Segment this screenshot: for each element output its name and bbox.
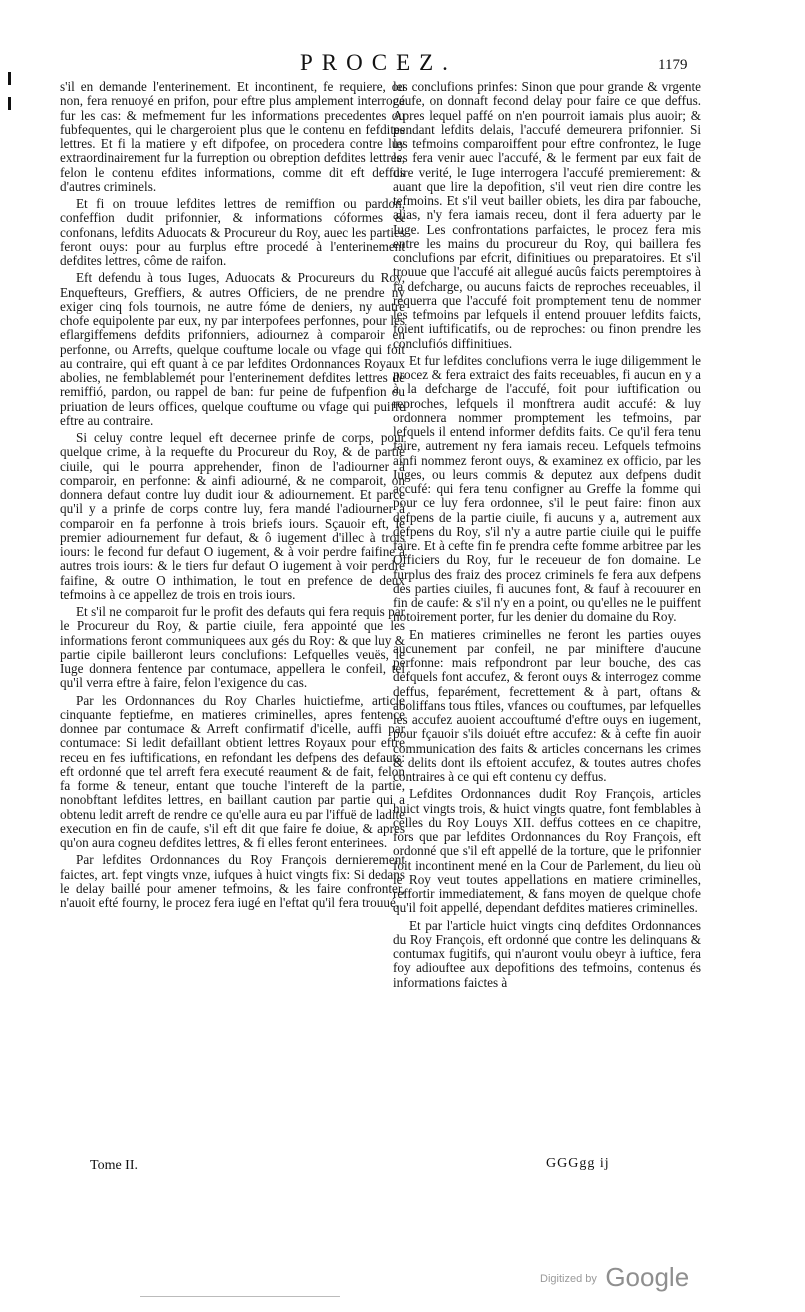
paragraph: les conclufions prinfes: Sinon que pour grande & vrgente caufe, on donnaft fecond delay pour faire ce que deffus. Apres lequel paffé on n'en pourroit iamais plus auoir; & pendant lefdits delais, l'accufé demeurera prifonnier. Si les tefmoins comparoiffent pour eftre confrontez, le Iuge les fera venir auec l'accufé, & le ferment par eux fait de dire verité, le Iuge interrogera l'accufé premierement: & auant que lire la depofition, s'il veut rien dire contre les tefmoins. Et s'il veut bailler obiets, les dira par fabouche, alias, n'y fera iamais receu, dont il fera aduerty par le Iuge. Les confrontations parfaictes, le procez fera mis entre les mains du procureur du Roy, qui baillera fes conclufions par efcrit, difinitiues ou preparatoires. Et s'il trouue que l'accufé ait allegué aucûs faicts peremptoires à fa defcharge, ou aucuns faicts de reproches receuables, il requerra que l'accufé foit promptement tenu de nommer les tefmoins par lefquels il entend prouuer lefdits faicts, foient iuftificatifs, ou de reproches: ou finon prendre les conclufiós diffinitiues. [393, 79, 701, 351]
paragraph: Et fur lefdites conclufions verra le iuge diligemment le procez & fera extraict des faits receuables, fi aucun en y a à la defcharge de l'accufé, foit pour iuftification ou reproches, lefquels il monftrera audit accufé: & luy ordonnera nommer promptement les tefmoins, par lefquels il entend informer defdits faits. Ce qu'il fera tenu faire, autrement ny fera iamais receu. Lefquels tefmoins ainfi nommez feront ouys, & examinez ex officio, par les Iuges, ou leurs commis & deputez aux defpens dudit accufé: qui fera tenu configner au Greffe la fomme qui pour ce luy fera ordonnee, s'il le peut faire: finon aux defpens de la partie ciuile, fi aucuns y a, autrement aux defpens du Roy, s'il n'y a autre partie ciuile qui le puiffe faire. Et à cefte fin fe prendra cefte fomme arbitree par les Officiers du Roy, fur le receueur de fon domaine. Le furplus des fraiz des procez criminels fe fera aux defpens des parties ciuiles, fi aucunes font, & fauf à recouurer en fin de caufe: & s'il n'y en a point, ou qu'elles ne le puiffent notoirement porter, fur les denier du domaine du Roy. [393, 352, 701, 625]
margin-mark [8, 97, 11, 110]
running-head-title: PROCEZ. [300, 50, 457, 75]
paragraph: En matieres criminelles ne feront les parties ouyes aucunement par confeil, ne par miniftere d'aucune perfonne: mais refpondront par leur bouche, des cas defquels font accufez, & feront ouys & interrogez comme deffus, feparément, fecrettement & à part, oftans & aboliffans tous ftiles, vfances ou couftumes, par lefquelles les accufez auoient accouftumé d'eftre ouys en iugement, pour fçauoir s'ils doiuét eftre accufez: & à cefte fin auoir communication des faits & articles concernans les crimes & delits dont ils eftoient accufez, & toutes autres chofes contraires à ce qui eft contenu cy deffus. [393, 626, 701, 784]
digitization-watermark [540, 1262, 689, 1293]
volume-label: Tome II. [90, 1158, 139, 1173]
paragraph: Et par l'article huict vingts cinq defdites Ordonnances du Roy François, eft ordonné que contre les delinquans & contumax fugitifs, qui n'auront voulu obeyr à iuftice, fera foy adiouftee aux depofitions des tefmoins, contenus és informations faictes à [393, 917, 701, 990]
paragraph: Par les Ordonnances du Roy Charles huictiefme, article cinquante feptiefme, en matieres criminelles, apres fentence donnee par contumace & Arreft confirmatif d'icelle, auffi par contumace: Si ledit defaillant obtient lettres Royaux pour eftre receu en fes iuftifications, en refondant les defpens des defauts: eft ordonné que tel arreft fera executé reaument & de fait, felon fa forme & teneur, entant que touche l'intereft de la partie, nonobftant lefdites lettres, en baillant caution par partie qui a obtenu ledit arreft de rendre ce qu'elle aura eu par l'iffuë de ladite execution en fin de caufe, s'il eft dit que faire fe doiue, & apres qu'on aura cogneu defdites lettres, & fi elles feront enterinees. [60, 692, 405, 850]
right-text-column [393, 80, 701, 993]
page-number: 1179 [658, 57, 688, 73]
watermark-brand: Google [605, 1262, 690, 1292]
paragraph: Et fi on trouue lefdites lettres de remiffion ou pardon, confeffion dudit prifonnier, & informations cóformes & confonans, lefdits Aduocats & Procureur du Roy, auec les parties feront ouys: pour au furplus eftre procedé à l'enterinement defdites lettres, côme de raifon. [60, 196, 405, 268]
footer-rule [140, 1296, 340, 1297]
paragraph: Eft defendu à tous Iuges, Aduocats & Procureurs du Roy, Enquefteurs, Greffiers, & autres Officiers, de ne prendre ny exiger cinq fols tournois, ne autre fóme de deniers, ny autre chofe equipolente par eux, ny par interpofees perfonnes, pour les eflargiffemens defdits prifonniers, adiournez à comparoir en perfonne, ou Arrefts, quelque couftume locale ou vfage qui foit au contraire, qui eft quant à ce par lefdites Ordonnances Royaux abolies, ne femblablemét pour l'enterinement defdites lettres de remiffió, pardon, ou rappel de ban: fur peine de fufpenfion ou priuation de leurs offices, quelque couftume ou vfage qui puiffe eftre au contraire. [60, 270, 405, 428]
margin-mark [8, 72, 11, 85]
paragraph: Et s'il ne comparoit fur le profit des defauts qui fera requis par le Procureur du Roy, & partie ciuile, fera appointé que les informations feront communiquees aux gés du Roy: & que luy & partie cipile bailleront leurs conclufions: Lefquelles veuës, le Iuge donnera fentence par contumace, appellera le confeil, tel qu'il verra eftre à faire, felon l'exigence du cas. [60, 604, 405, 691]
paragraph: Si celuy contre lequel eft decernee prinfe de corps, pour quelque crime, à la requefte du Procureur du Roy, & de partie ciuile, qui le pourra apprehender, finon de l'adiourner à comparoir, en perfonne: & ainfi adiourné, & ne comparoit, on donnera defaut contre luy dudit iour & adiournement. Et parce qu'il y a prinfe de corps contre luy, fera mandé l'adiourner à comparoir en fa perfonne à trois briefs iours. Sçauoir eft, le premier adiournement fur defaut, & ô iugement d'illec à trois iours: le fecond fur defaut O iugement, & à voir perdre faifine à autres trois iours: & le tiers fur defaut O iugement à voir perdre faifine, & outre O inthimation, le tout en prefence de deux tefmoins à ce appellez de trois en trois iours. [60, 430, 405, 602]
paragraph: Lefdites Ordonnances dudit Roy François, articles huict vingts trois, & huict vingts quatre, font femblables à celles du Roy Louys XII. deffus cottees en ce chapitre, fors que par lefdites Ordonnances du Roy François, eft ordonné que s'il eft appellé de la torture, que le prifonnier foit incontinent mené en la Cour de Parlement, du lieu où le Roy veut toutes appellations en matiere criminelles, reffortir immediatement, & fans moyen de quelque chofe qu'il foit appellé, dependant defdites matieres criminelles. [393, 786, 701, 916]
watermark-prefix: Digitized by [540, 1273, 597, 1285]
signature-mark: GGGgg ij [546, 1156, 610, 1171]
paragraph: Par lefdites Ordonnances du Roy François dernierement faictes, art. fept vingts vnze, iufques à huict vingts fix: Si dedans le delay baillé pour amener tefmoins, & les faire confronter, n'auoit efté fourny, le procez fera iugé en l'eftat qu'il fera trouué, [60, 852, 405, 910]
paragraph: s'il en demande l'enterinement. Et incontinent, fe requiere, ou non, fera renuoyé en prifon, pour eftre plus amplement interrogé fur les cas: & mefmement fur les informations precedentes ou fubfequentes, qui le chargeroient plus que le contenu en fefdites lettres. Et fi la matiere y eft difpofee, on procedera contre luy extraordinairement fur la furreption ou obreption defdites lettres, felon le contenu efdites informations, comme dit eft deffus d'autres criminels. [60, 79, 405, 194]
left-text-column [60, 80, 405, 913]
